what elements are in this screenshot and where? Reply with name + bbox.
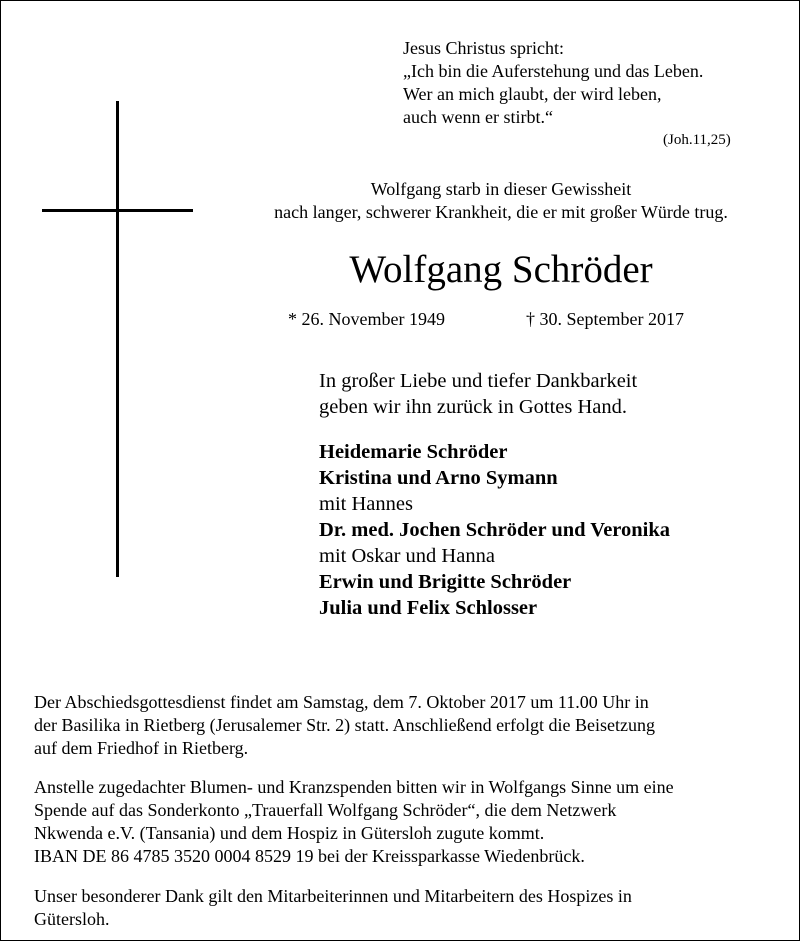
mourner-name: Julia und Felix Schlosser [319, 597, 538, 619]
mourner-name: Kristina und Arno Symann [319, 467, 558, 489]
service-paragraph [34, 691, 655, 760]
thanks-line: Gütersloh. [34, 909, 110, 929]
farewell-line: In großer Liebe und tiefer Dankbarkeit [319, 370, 638, 392]
verse-line: „Ich bin die Auferstehung und das Leben. [403, 61, 704, 81]
donation-line: Anstelle zugedachter Blumen- und Kranzspenden bitten wir in Wolfgangs Sinne um eine [34, 777, 674, 797]
certainty-line: Wolfgang starb in dieser Gewissheit [370, 179, 632, 199]
farewell-text [319, 368, 637, 420]
cross-icon-vertical-bar [116, 101, 119, 577]
verse-line: auch wenn er stirbt.“ [403, 107, 553, 127]
farewell-line: geben wir ihn zurück in Gottes Hand. [319, 396, 627, 418]
verse-reference: (Joh.11,25) [663, 132, 731, 148]
certainty-line: nach langer, schwerer Krankheit, die er mit großer Würde trug. [274, 202, 728, 222]
thanks-paragraph [34, 885, 632, 931]
mourner-name: mit Oskar und Hanna [319, 545, 495, 567]
donation-paragraph [34, 776, 674, 868]
service-line: auf dem Friedhof in Rietberg. [34, 738, 249, 758]
verse-intro: Jesus Christus spricht: [403, 38, 565, 58]
death-date: † 30. September 2017 [526, 309, 684, 329]
donation-line: Spende auf das Sonderkonto „Trauerfall Wolfgang Schröder“, die dem Netzwerk [34, 800, 617, 820]
birth-date: * 26. November 1949 [288, 309, 445, 329]
donation-line: Nkwenda e.V. (Tansania) und dem Hospiz in Gütersloh zugute kommt. [34, 823, 545, 843]
mourner-name: mit Hannes [319, 493, 413, 515]
mourner-name: Dr. med. Jochen Schröder und Veronika [319, 519, 671, 541]
mourner-name: Heidemarie Schröder [319, 441, 508, 463]
mourner-name: Erwin und Brigitte Schröder [319, 571, 572, 593]
verse-line: Wer an mich glaubt, der wird leben, [403, 84, 662, 104]
mourners-list [319, 439, 670, 621]
cross-icon-horizontal-bar [42, 209, 193, 212]
bible-verse [403, 37, 703, 129]
donation-line: IBAN DE 86 4785 3520 0004 8529 19 bei der Kreissparkasse Wiedenbrück. [34, 846, 585, 866]
service-line: Der Abschiedsgottesdienst findet am Samstag, dem 7. Oktober 2017 um 11.00 Uhr in [34, 692, 649, 712]
deceased-name: Wolfgang Schröder [349, 248, 653, 291]
service-line: der Basilika in Rietberg (Jerusalemer Str. 2) statt. Anschließend erfolgt die Beisetzung [34, 715, 656, 735]
thanks-line: Unser besonderer Dank gilt den Mitarbeiterinnen und Mitarbeitern des Hospizes in [34, 886, 632, 906]
